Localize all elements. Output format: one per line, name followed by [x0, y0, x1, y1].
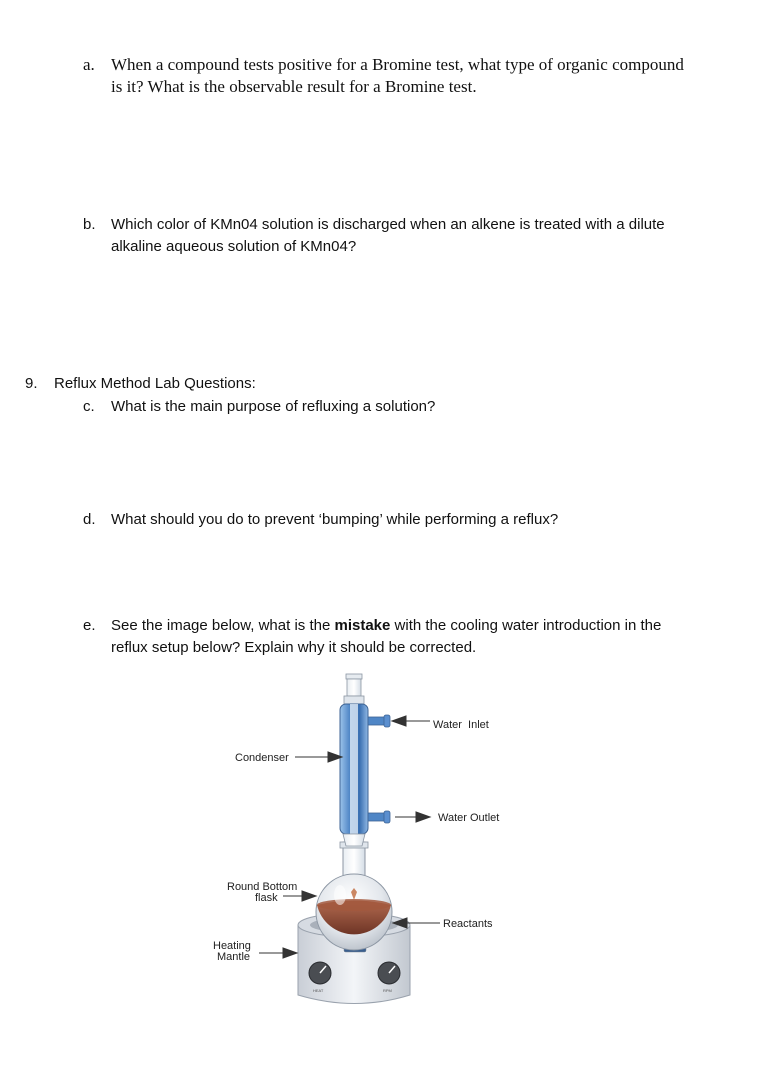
- question-a-marker: a.: [83, 55, 95, 74]
- condenser: [340, 674, 390, 846]
- label-water-outlet: Water Outlet: [438, 812, 500, 824]
- section-9-number: 9.: [25, 375, 38, 392]
- label-round-bottom-line2: flask: [255, 892, 278, 904]
- question-e-line2: reflux setup below? Explain why it should be corrected.: [111, 639, 477, 656]
- question-b-line2: alkaline aqueous solution of KMn04?: [111, 238, 357, 255]
- label-heating-line2: Mantle: [217, 951, 251, 963]
- question-e-line1-pre: See the image below, what is the: [111, 617, 335, 634]
- question-e-mistake-bold: mistake: [334, 617, 391, 634]
- question-a-line1: When a compound tests positive for a Bromine test, what type of organic compound: [111, 55, 684, 74]
- section-9-title: Reflux Method Lab Questions:: [54, 375, 256, 392]
- round-bottom-flask: [316, 842, 392, 950]
- question-b-marker: b.: [83, 216, 96, 233]
- question-c-marker: c.: [83, 398, 95, 415]
- label-condenser: Condenser: [235, 752, 289, 764]
- question-d-line1: What should you do to prevent ‘bumping’ while performing a reflux?: [111, 511, 559, 528]
- question-d-marker: d.: [83, 511, 96, 528]
- knob-rpm-label: RPM: [383, 988, 392, 993]
- question-a-line2: is it? What is the observable result for a Bromine test.: [111, 77, 477, 96]
- question-b-line1: Which color of KMn04 solution is discharged when an alkene is treated with a dilute: [111, 216, 665, 233]
- label-water-inlet: Water Inlet: [433, 719, 489, 731]
- question-e-line1-post: with the cooling water introduction in the: [390, 617, 662, 634]
- label-round-bottom-line1: Round Bottom: [227, 881, 298, 893]
- knob-heat-label: HEAT: [313, 988, 324, 993]
- question-c-line1: What is the main purpose of refluxing a solution?: [111, 398, 436, 415]
- label-reactants: Reactants: [443, 918, 493, 930]
- question-e-marker: e.: [83, 617, 96, 634]
- label-heating-line1: Heating: [213, 940, 251, 952]
